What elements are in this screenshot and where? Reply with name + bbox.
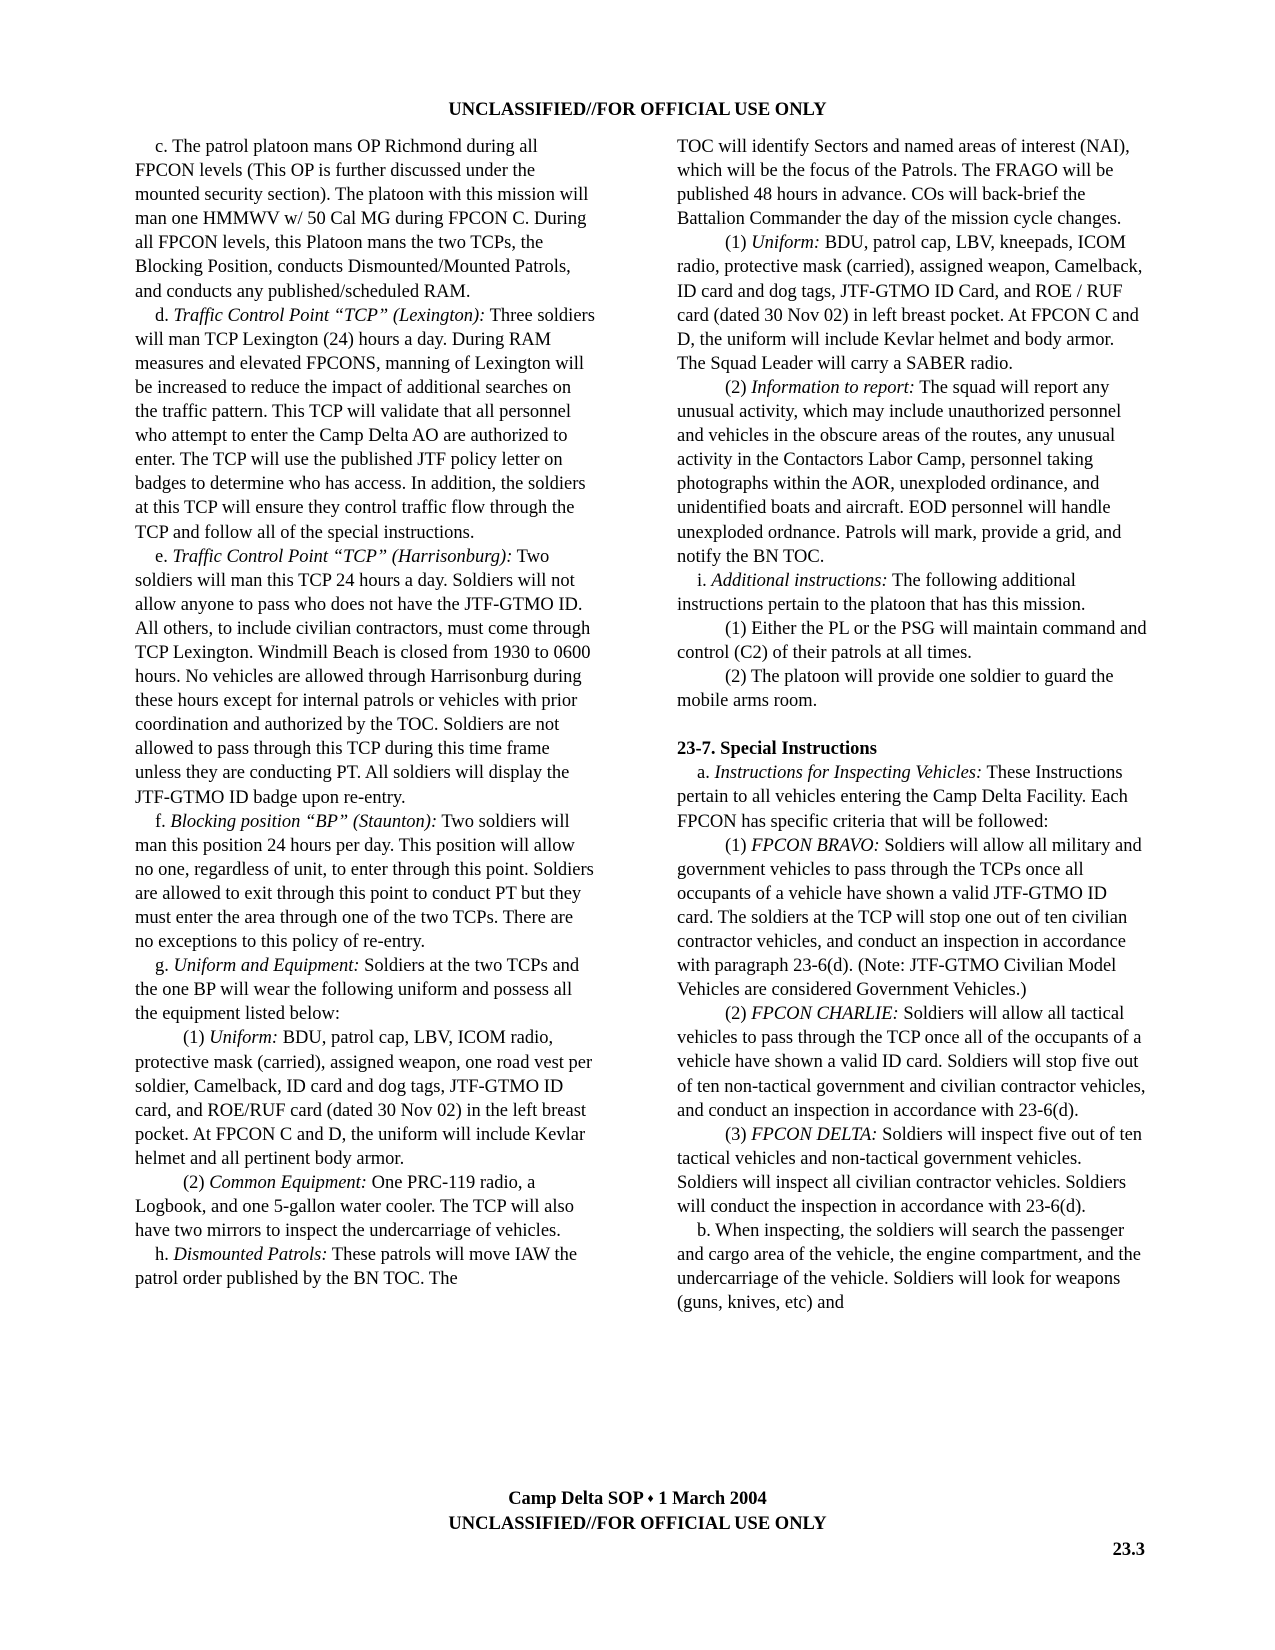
classification-footer: UNCLASSIFIED//FOR OFFICIAL USE ONLY (448, 1514, 827, 1534)
paragraph-h2-title: Information to report: (751, 377, 915, 398)
paragraph-h: h. Dismounted Patrols: These patrols will move IAW the patrol order published by the BN TOC. The (135, 1245, 578, 1290)
paragraph-g-title: Uniform and Equipment: (173, 956, 360, 977)
paragraph-g2: (2) Common Equipment: One PRC-119 radio, a Logbook, and one 5-gallon water cooler. The TCP will also have two mirrors to inspect the undercarriage of vehicles. (135, 1173, 574, 1242)
paragraph-a3-title: FPCON DELTA: (751, 1124, 878, 1145)
paragraph-h1-title: Uniform: (751, 233, 821, 254)
paragraph-c: c. The patrol platoon mans OP Richmond during all FPCON levels (This OP is further discussed under the mounted security section). The platoon with this mission will man one HMMWV w/ 50 Cal MG during FPCON C. During all FPCON levels, this Platoon mans the two TCPs, the Blocking Position, conducts Dismounted/Mounted Patrols, and conducts any published/scheduled RAM. (135, 137, 589, 302)
paragraph-i: i. Additional instructions: The following additional instructions pertain to the platoon that has this mission. (677, 570, 1086, 615)
paragraph-h1: (1) Uniform: BDU, patrol cap, LBV, kneepads, ICOM radio, protective mask (carried), assigned weapon, Camelback, ID card and dog tags, JTF-GTMO ID Card, and ROE / RUF card (dated 30 Nov 02) in left breast pocket. At FPCON C and D, the uniform will include Kevlar helmet and body armor. The Squad Leader will carry a SABER radio. (677, 233, 1143, 374)
paragraph-h-title: Dismounted Patrols: (173, 1245, 328, 1266)
left-column (135, 135, 595, 1292)
paragraph-g1: (1) Uniform: BDU, patrol cap, LBV, ICOM radio, protective mask (carried), assigned weapon, one road vest per soldier, Camelback, ID card and dog tags, JTF-GTMO ID card, and ROE/RUF card (dated 30 Nov 02) in the left breast pocket. At FPCON C and D, the uniform will include Kevlar helmet and all pertinent body armor. (135, 1028, 593, 1169)
paragraph-e: e. Traffic Control Point “TCP” (Harrisonburg): Two soldiers will man this TCP 24 hours a day. Soldiers will not allow anyone to pass who does not have the JTF-GTMO ID. All others, to include civilian contractors, must come through TCP Lexington. Windmill Beach is closed from 1930 to 0600 hours. No vehicles are allowed through Harrisonburg during these hours except for internal patrols or vehicles with prior coordination and authorized by the TOC. Soldiers are not allowed to pass through this TCP during this time frame unless they are conducting PT. All soldiers will display the JTF-GTMO ID badge upon re-entry. (135, 546, 591, 808)
footer-title-line (0, 1487, 1275, 1512)
paragraph-f: f. Blocking position “BP” (Staunton): Two soldiers will man this position 24 hours per day. This position will allow no one, regardless of unit, to enter through this point. Soldiers are allowed to exit through this point to conduct PT but they must enter the area through one of the two TCPs. There are no exceptions to this policy of re-entry. (135, 811, 594, 953)
page-footer (0, 1487, 1275, 1536)
paragraph-i2: (2) The platoon will provide one soldier to guard the mobile arms room. (677, 667, 1114, 712)
footer-date: 1 March 2004 (658, 1489, 767, 1509)
paragraph-a1: (1) FPCON BRAVO: Soldiers will allow all military and government vehicles to pass through the TCPs once all occupants of a vehicle have shown a valid JTF-GTMO ID card. The soldiers at the TCP will stop one out of ten civilian contractor vehicles, and conduct an inspection in accordance with paragraph 23-6(d). (Note: JTF-GTMO Civilian Model Vehicles are considered Government Vehicles.) (677, 835, 1142, 1001)
paragraph-h2: (2) Information to report: The squad will report any unusual activity, which may include unauthorized personnel and vehicles in the obscure areas of the routes, any unusual activity in the Contactors Labor Camp, personnel taking photographs within the AOR, unexploded ordinance, and unidentified boats and aircraft. EOD personnel will handle unexploded ordnance. Patrols will mark, provide a grid, and notify the BN TOC. (677, 377, 1122, 567)
paragraph-a2: (2) FPCON CHARLIE: Soldiers will allow all tactical vehicles to pass through the TCP once all of the occupants of a vehicle have shown a valid ID card. Soldiers will stop five out of ten non-tactical government and civilian contractor vehicles, and conduct an inspection in accordance with 23-6(d). (677, 1004, 1146, 1121)
paragraph-a1-title: FPCON BRAVO: (751, 835, 880, 856)
paragraph-i-title: Additional instructions: (711, 570, 888, 591)
classification-header: UNCLASSIFIED//FOR OFFICIAL USE ONLY (448, 100, 827, 120)
footer-doc-title: Camp Delta SOP (508, 1489, 643, 1509)
paragraph-g: g. Uniform and Equipment: Soldiers at the two TCPs and the one BP will wear the following uniform and possess all the equipment listed below: (135, 956, 580, 1025)
paragraph-d: d. Traffic Control Point “TCP” (Lexington): Three soldiers will man TCP Lexington (24) hours a day. During RAM measures and elevated FPCONS, manning of Lexington will be increased to reduce the impact of additional searches on the traffic pattern. This TCP will validate that all personnel who attempt to enter the Camp Delta AO are authorized to enter. The TCP will use the published JTF policy letter on badges to determine who has access. In addition, the soldiers at this TCP will ensure they control traffic flow through the TCP and follow all of the special instructions. (135, 305, 595, 543)
paragraph-a-title: Instructions for Inspecting Vehicles: (714, 763, 983, 784)
diamond-icon: ♦ (647, 1491, 654, 1505)
page-number: 23.3 (1112, 1540, 1145, 1560)
paragraph-g1-title: Uniform: (209, 1028, 279, 1049)
paragraph-f-title: Blocking position “BP” (Staunton): (170, 811, 438, 832)
paragraph-a: a. Instructions for Inspecting Vehicles: These Instructions pertain to all vehicles entering the Camp Delta Facility. Each FPCON has specific criteria that will be followed: (677, 763, 1128, 832)
paragraph-d-title: Traffic Control Point “TCP” (Lexington): (173, 305, 486, 326)
paragraph-b: b. When inspecting, the soldiers will search the passenger and cargo area of the vehicle, the engine compartment, and the undercarriage of the vehicle. Soldiers will look for weapons (guns, knives, etc) and (677, 1221, 1142, 1314)
section-heading: 23-7. Special Instructions (677, 739, 877, 760)
paragraph-i1: (1) Either the PL or the PSG will maintain command and control (C2) of their patrols at all times. (677, 618, 1147, 663)
paragraph-h-continued: TOC will identify Sectors and named areas of interest (NAI), which will be the focus of the Patrols. The FRAGO will be published 48 hours in advance. COs will back-brief the Battalion Commander the day of the mission cycle changes. (677, 137, 1130, 230)
paragraph-a2-title: FPCON CHARLIE: (751, 1004, 899, 1025)
paragraph-e-title: Traffic Control Point “TCP” (Harrisonburg): (172, 546, 513, 567)
paragraph-a3: (3) FPCON DELTA: Soldiers will inspect five out of ten tactical vehicles and non-tactical government vehicles. Soldiers will inspect all civilian contractor vehicles. Soldiers will conduct the inspection in accordance with 23-6(d). (677, 1124, 1143, 1218)
right-column (677, 135, 1147, 1316)
paragraph-g2-title: Common Equipment: (209, 1173, 367, 1194)
